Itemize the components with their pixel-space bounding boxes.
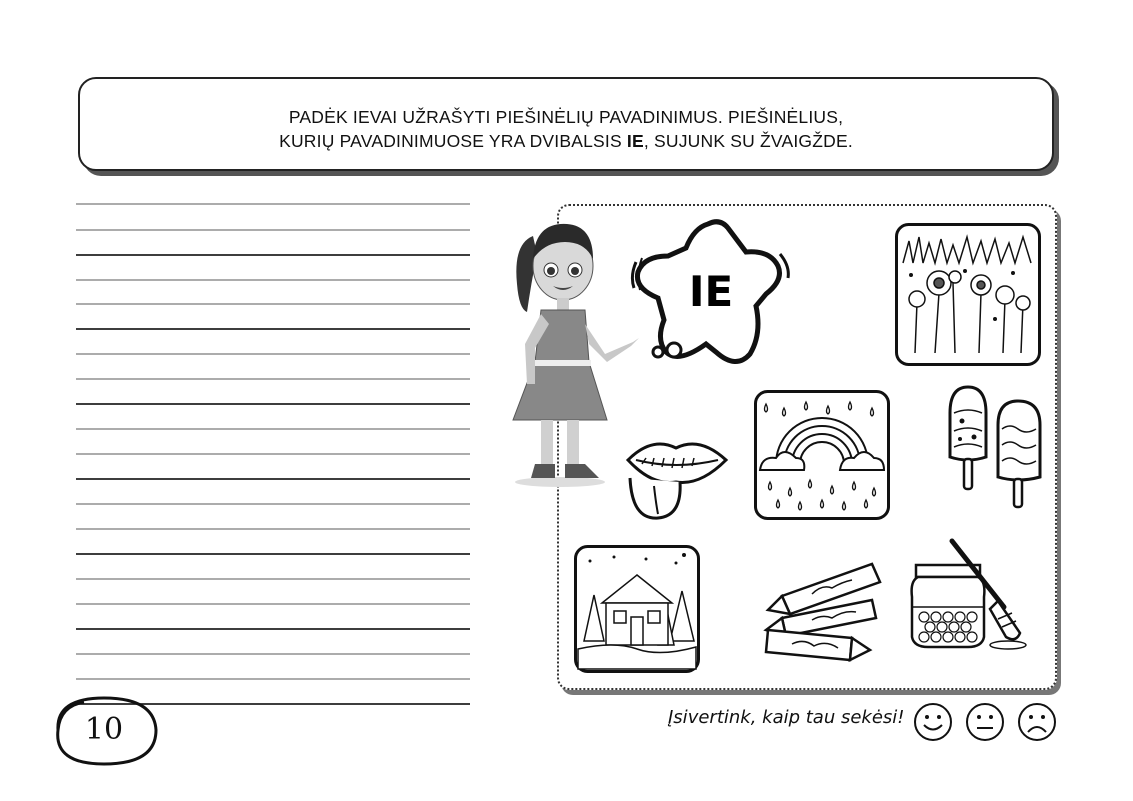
instruction-line-2-bold: IE [626,131,644,151]
happy-face-icon[interactable] [913,702,953,742]
instruction-box [78,77,1054,171]
ice-cream-icon[interactable] [944,383,1048,511]
instruction-line-2-start: KURIŲ PAVADINIMUOSE YRA DVIBALSIS [279,131,627,151]
writing-lines[interactable] [76,190,470,710]
star-label: IE [688,267,734,316]
winter-house-icon[interactable] [574,545,700,673]
star-ie-icon [628,214,793,376]
honey-jar-icon[interactable] [908,537,1036,651]
instruction-text [80,105,1052,153]
lips-tongue-icon[interactable] [622,430,730,525]
instruction-line-2-end: , SUJUNK SU ŽVAIGŽDE. [643,131,853,151]
flower-meadow-icon[interactable] [895,223,1041,366]
sad-face-icon[interactable] [1017,702,1057,742]
instruction-line-2 [80,129,1052,153]
neutral-face-icon[interactable] [965,702,1005,742]
crayons-icon[interactable] [752,556,886,664]
rainbow-rain-icon[interactable] [754,390,890,520]
instruction-line-1: PADĖK IEVAI UŽRAŠYTI PIEŠINĖLIŲ PAVADINIMUS. PIEŠINĖLIUS, [288,107,844,127]
page-number-badge [44,690,164,770]
page-number: 10 [84,712,124,747]
self-assessment-label: Įsivertink, kaip tau sekėsi! [668,707,905,728]
